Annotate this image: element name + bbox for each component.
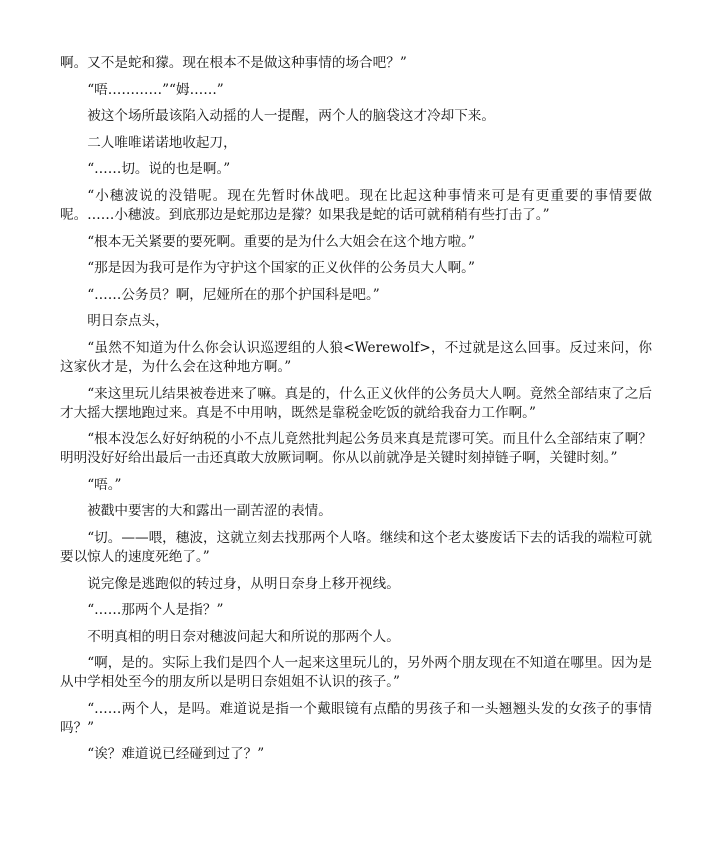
paragraph: “……两个人，是吗。难道说是指一个戴眼镜有点酷的男孩子和一头翘翘头发的女孩子的事情吗？” [60,700,652,736]
paragraph: “切。——喂，穗波，这就立刻去找那两个人咯。继续和这个老太婆废话下去的话我的端粒可就要以惊人的速度死绝了。” [60,529,652,565]
paragraph: 不明真相的明日奈对穗波问起大和所说的那两个人。 [87,628,400,645]
paragraph: “诶？难道说已经碰到过了？” [87,746,265,763]
paragraph: “根本无关紧要的要死啊。重要的是为什么大姐会在这个地方啦。” [87,233,475,250]
paragraph: “唔…………”“姆……” [87,81,224,98]
paragraph: “……那两个人是指？” [87,602,224,619]
paragraph: 明日奈点头， [87,313,169,330]
paragraph: 被戳中要害的大和露出一副苦涩的表情。 [87,503,332,520]
paragraph: “根本没怎么好好纳税的小不点儿竟然批判起公务员来真是荒谬可笑。而且什么全部结束了啊？明明没好好给出最后一击还真敢大放厥词啊。你从以前就净是关键时刻掉链子啊，关键时刻。” [60,431,652,467]
paragraph: “啊，是的。实际上我们是四个人一起来这里玩儿的，另外两个朋友现在不知道在哪里。因为是从中学相处至今的朋友所以是明日奈姐姐不认识的孩子。” [60,655,652,691]
paragraph: “小穗波说的没错呢。现在先暂时休战吧。现在比起这种事情来可是有更重要的事情要做呢。……小穗波。到底那边是蛇那边是獴？如果我是蛇的话可就稍稍有些打击了。” [60,187,652,223]
paragraph: “唔。” [87,476,122,493]
paragraph: “……切。说的也是啊。” [87,161,231,178]
paragraph: 二人唯唯诺诺地收起刀， [87,134,237,151]
paragraph: “……公务员？啊，尼娅所在的那个护国科是吧。” [87,286,380,303]
paragraph: 啊。又不是蛇和獴。现在根本不是做这种事情的场合吧？” [60,55,407,71]
paragraph: 说完像是逃跑似的转过身，从明日奈身上移开视线。 [87,575,400,592]
paragraph: “来这里玩儿结果被卷进来了嘛。真是的，什么正义伙伴的公务员大人啊。竟然全部结束了之后才大摇大摆地跑过来。真是不中用呐，既然是靠税金吃饭的就给我奋力工作啊。” [60,385,652,421]
paragraph: “虽然不知道为什么你会认识巡逻组的人狼<Werewolf>，不过就是这么回事。反过来问，你这家伙才是，为什么会在这种地方啊。” [60,339,652,375]
paragraph: 被这个场所最该陷入动摇的人一提醒，两个人的脑袋这才冷却下来。 [87,108,495,125]
paragraph: “那是因为我可是作为守护这个国家的正义伙伴的公务员大人啊。” [87,260,475,277]
